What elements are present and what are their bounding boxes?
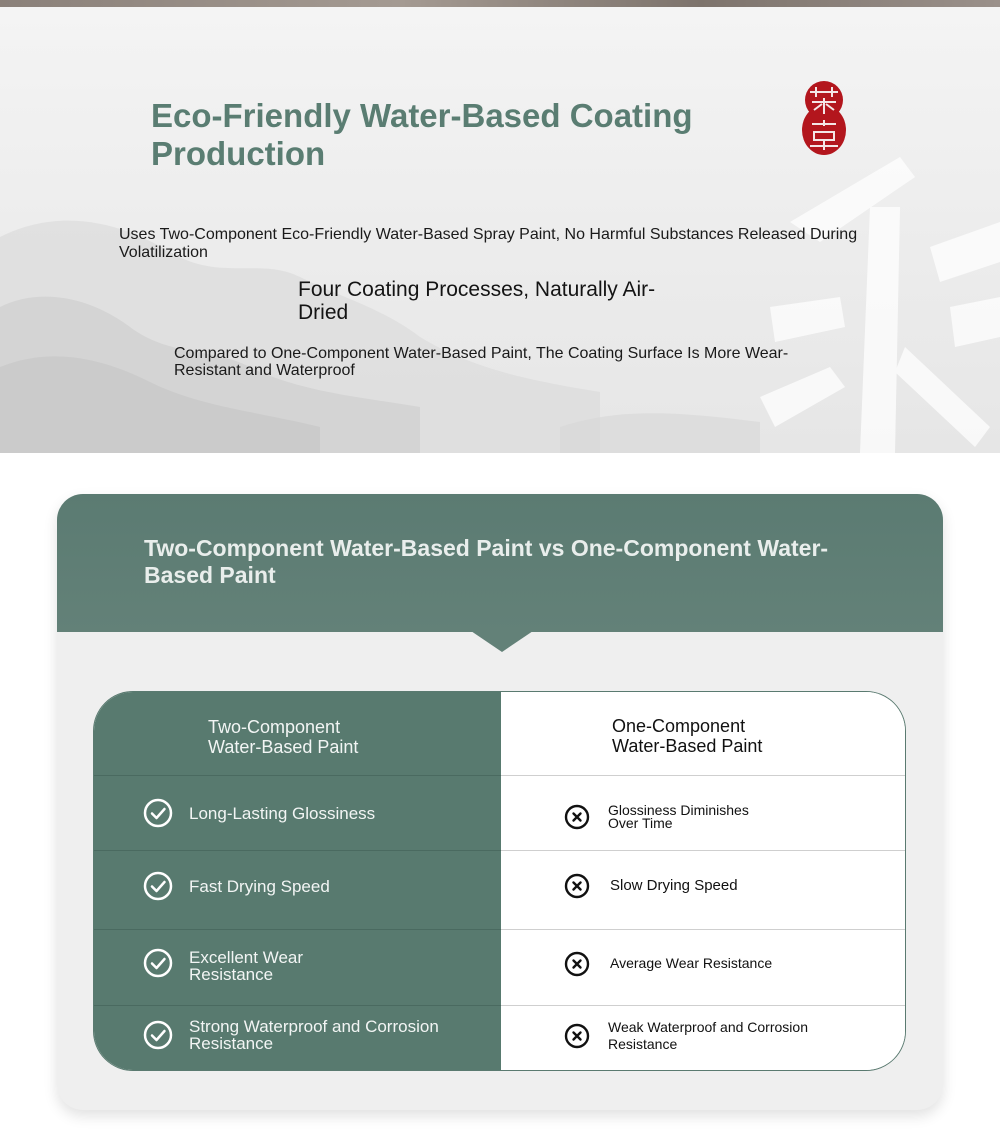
x-circle-icon (564, 951, 590, 977)
comparison-header (57, 494, 943, 632)
table-row (94, 930, 501, 1005)
pro-text: Fast Drying Speed (189, 877, 330, 896)
hero-subtitle-1: Uses Two-Component Eco-Friendly Water-Based Spray Paint, No Harmful Substances Released During Volatilization (119, 226, 858, 261)
hero-subtitle-3: Compared to One-Component Water-Based Paint, The Coating Surface Is More Wear-Resistant and Waterproof (174, 345, 789, 379)
table-row (501, 1006, 906, 1071)
table-row (501, 930, 906, 1005)
top-image-strip (0, 0, 1000, 7)
hero-subtitle-2: Four Coating Processes, Naturally Air-Dried (298, 278, 656, 324)
con-text: Weak Waterproof and Corrosion Resistance (608, 1019, 808, 1052)
check-circle-icon (143, 871, 173, 901)
seal-stamp-icon (802, 80, 846, 156)
x-circle-icon (564, 804, 590, 830)
hero-title: Eco-Friendly Water-Based Coating Production (151, 97, 693, 172)
x-circle-icon (564, 873, 590, 899)
table-row (94, 776, 501, 850)
check-circle-icon (143, 948, 173, 978)
one-component-column (501, 692, 906, 1071)
comparison-title: Two-Component Water-Based Paint vs One-Component Water-Based Paint (144, 535, 829, 588)
pro-text: Excellent Wear Resistance (189, 948, 304, 984)
two-component-column (94, 692, 501, 1071)
check-circle-icon (143, 798, 173, 828)
table-row (94, 851, 501, 929)
con-text: Average Wear Resistance (610, 955, 773, 971)
pro-text: Long-Lasting Glossiness (189, 804, 376, 823)
con-text: Slow Drying Speed (610, 877, 738, 894)
con-text: Glossiness Diminishes Over Time (608, 802, 749, 831)
pro-text: Strong Waterproof and Corrosion Resistance (189, 1017, 439, 1053)
comparison-table (93, 691, 906, 1071)
comparison-card (57, 494, 943, 1110)
x-circle-icon (564, 1023, 590, 1049)
table-row (501, 851, 906, 929)
right-column-header: One-Component Water-Based Paint (612, 716, 763, 756)
check-circle-icon (143, 1020, 173, 1050)
table-row (501, 776, 906, 850)
table-row (94, 1006, 501, 1071)
header-pointer (471, 631, 533, 652)
hero-section (0, 7, 1000, 453)
left-column-header: Two-Component Water-Based Paint (208, 717, 359, 757)
